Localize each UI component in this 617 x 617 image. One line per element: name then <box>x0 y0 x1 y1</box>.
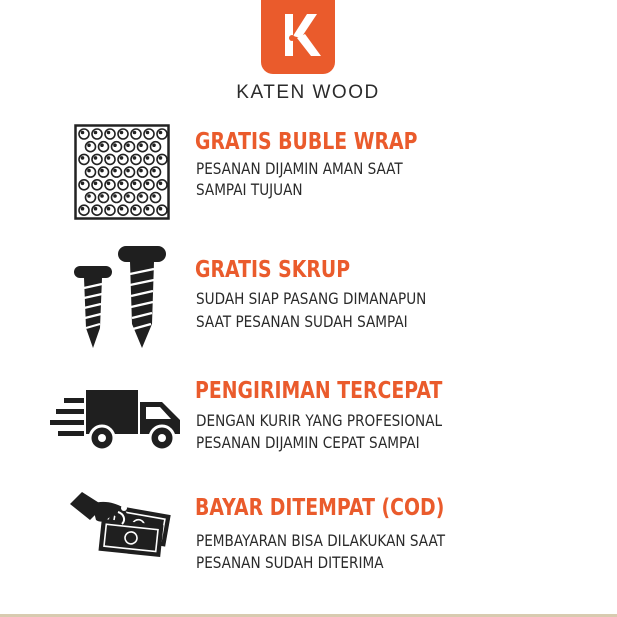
katen-wood-logo-icon <box>261 0 335 74</box>
feature-description-line: DENGAN KURIR YANG PROFESIONAL <box>196 411 443 430</box>
screws-icon <box>70 244 170 350</box>
feature-title: GRATIS BUBLE WRAP <box>195 129 418 155</box>
feature-description-line: SAAT PESANAN SUDAH SAMPAI <box>196 312 408 331</box>
feature-description-line: PESANAN DIJAMIN CEPAT SAMPAI <box>196 433 420 452</box>
feature-title: GRATIS SKRUP <box>195 257 351 283</box>
feature-description-line: PEMBAYARAN BISA DILAKUKAN SAAT <box>196 531 445 550</box>
cash-payment-icon <box>68 490 172 560</box>
logo <box>261 0 335 74</box>
feature-title: PENGIRIMAN TERCEPAT <box>195 378 443 404</box>
brand-name: KATEN WOOD <box>236 82 380 103</box>
feature-description-line: SUDAH SIAP PASANG DIMANAPUN <box>196 289 427 308</box>
bubble-wrap-icon <box>74 124 170 220</box>
feature-description-line: PESANAN DIJAMIN AMAN SAAT <box>196 159 403 178</box>
feature-description-line: PESANAN SUDAH DITERIMA <box>196 553 384 572</box>
feature-description-line: SAMPAI TUJUAN <box>196 180 303 199</box>
delivery-truck-icon <box>50 388 186 452</box>
feature-title: BAYAR DITEMPAT (COD) <box>195 495 445 521</box>
